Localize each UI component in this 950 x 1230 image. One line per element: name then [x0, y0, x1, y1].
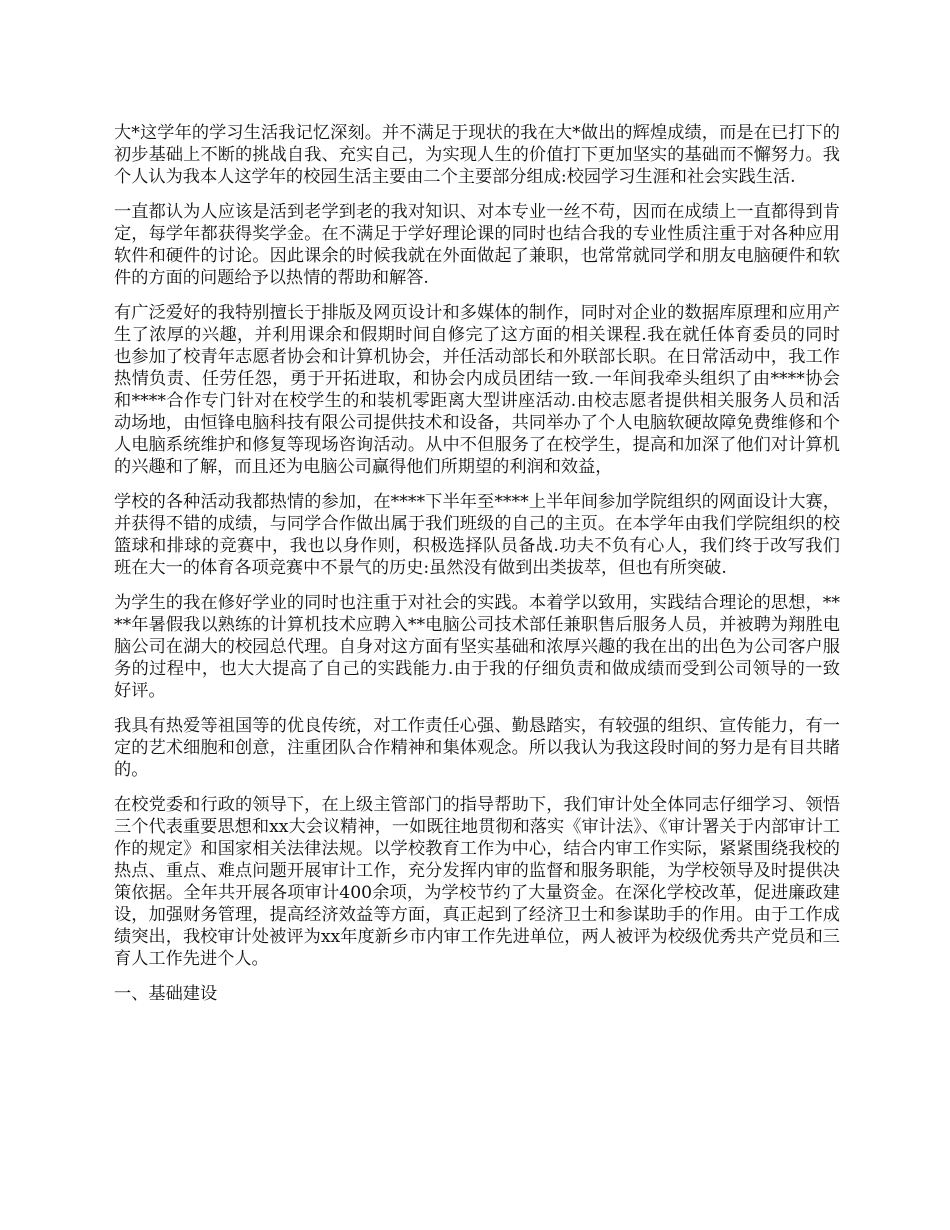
document-body	[114, 122, 840, 1005]
paragraph-2: 一直都认为人应该是活到老学到老的我对知识、对本专业一丝不苟，因而在成绩上一直都得到肯定，每学年都获得奖学金。在不满足于学好理论课的同时也结合我的专业性质注重于对各种应用软件和硬件的讨论。因此课余的时候我就在外面做起了兼职，也常常就同学和朋友电脑硬件和软件的方面的问题给予以热情的帮助和解答.	[114, 202, 840, 288]
paragraph-4: 学校的各种活动我都热情的参加，在****下半年至****上半年间参加学院组织的网面设计大赛， 并获得不错的成绩，与同学合作做出属于我们班级的自己的主页。在本学年由我们学院组织的校篮球和排球的竞赛中，我也以身作则，积极选择队员备战.功夫不负有心人，我们终于改写我们班在大一的体育各项竞赛中不景气的历史:虽然没有做到出类拔萃，但也有所突破.	[114, 492, 840, 578]
paragraph-5: 为学生的我在修好学业的同时也注重于对社会的实践。本着学以致用，实践结合理论的思想，****年暑假我以熟练的计算机技术应聘入**电脑公司技术部任兼职售后服务人员，并被聘为翔胜电脑公司在湖大的校园总代理。自身对这方面有坚实基础和浓厚兴趣的我在出的出色为公司客户服务的过程中，也大大提高了自己的实践能力.由于我的仔细负责和做成绩而受到公司领导的一致好评。	[114, 593, 840, 701]
section-heading: 一、基础建设	[114, 984, 218, 1004]
paragraph-6: 我具有热爱等祖国等的优良传统，对工作责任心强、勤恳踏实，有较强的组织、宣传能力，有一定的艺术细胞和创意，注重团队合作精神和集体观念。所以我认为我这段时间的努力是有目共睹的。	[114, 716, 840, 780]
paragraph-3: 有广泛爱好的我特别擅长于排版及网页设计和多媒体的制作，同时对企业的数据库原理和应用产生了浓厚的兴趣，并利用课余和假期时间自修完了这方面的相关课程.我在就任体育委员的同时也参加了校青年志愿者协会和计算机协会，并任活动部长和外联部长职。在日常活动中，我工作热情负责、任劳任怨，勇于开拓进取，和协会内成员团结一致.一年间我牵头组织了由****协会和****合作专门针对在校学生的和装机零距离大型讲座活动.由校志愿者提供相关服务人员和活动场地，由恒锋电脑科技有限公司提供技术和设备，共同举办了个人电脑软硬故障免费维修和个人电脑系统维护和修复等现场咨询活动。从中不但服务了在校学生，提高和加深了他们对计算机的兴趣和了解，而且还为电脑公司赢得他们所期望的利润和效益，	[114, 303, 840, 477]
paragraph-1: 大*这学年的学习生活我记忆深刻。并不满足于现状的我在大*做出的辉煌成绩，而是在已打下的初步基础上不断的挑战自我、充实自己，为实现人生的价值打下更加坚实的基础而不懈努力。我个人认为我本人这学年的校园生活主要由二个主要部分组成:校园学习生涯和社会实践生活.	[114, 123, 840, 187]
paragraph-7: 在校党委和行政的领导下，在上级主管部门的指导帮助下，我们审计处全体同志仔细学习、领悟三个代表重要思想和xx大会议精神，一如既往地贯彻和落实《审计法》、《审计署关于内部审计工作的规定》和国家相关法律法规。以学校教育工作为中心，结合内审工作实际，紧紧围绕我校的热点、重点、难点问题开展审计工作，充分发挥内审的监督和服务职能，为学校领导及时提供决策依据。全年共开展各项审计400余项，为学校节约了大量资金。在深化学校改革，促进廉政建设，加强财务管理，提高经济效益等方面，真正起到了经济卫士和参谋助手的作用。由于工作成绩突出，我校审计处被评为xx年度新乡市内审工作先进单位，两人被评为校级优秀共产党员和三育人工作先进个人。	[114, 795, 840, 969]
